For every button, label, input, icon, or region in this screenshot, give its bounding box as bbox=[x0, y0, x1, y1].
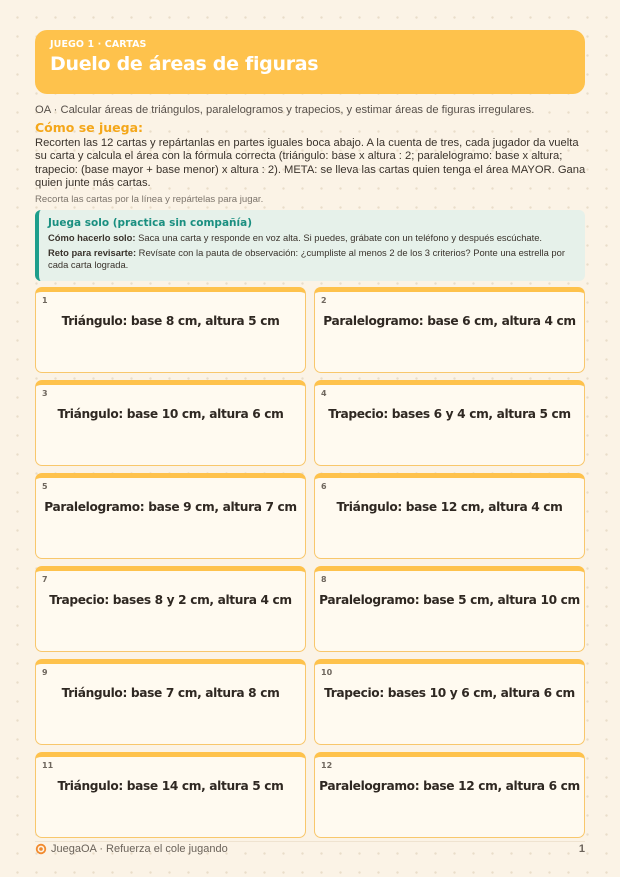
card-9 bbox=[35, 659, 306, 745]
card-text: Triángulo: base 14 cm, altura 5 cm bbox=[57, 779, 284, 793]
card-11 bbox=[35, 752, 306, 838]
card-number: 12 bbox=[321, 761, 333, 770]
card-number: 6 bbox=[321, 482, 327, 491]
card-text: Triángulo: base 8 cm, altura 5 cm bbox=[61, 314, 280, 328]
cut-note: Recorta las cartas por la línea y repártelas para jugar. bbox=[35, 194, 264, 205]
card-6 bbox=[314, 473, 585, 559]
how-to-play-heading: Cómo se juega: bbox=[35, 120, 144, 135]
card-12 bbox=[314, 752, 585, 838]
page-title: Duelo de áreas de figuras bbox=[50, 53, 319, 75]
card-number: 8 bbox=[321, 575, 327, 584]
card-text: Triángulo: base 7 cm, altura 8 cm bbox=[61, 686, 280, 700]
card-text: Trapecio: bases 6 y 4 cm, altura 5 cm bbox=[328, 407, 571, 421]
card-1 bbox=[35, 287, 306, 373]
card-text: Triángulo: base 10 cm, altura 6 cm bbox=[57, 407, 284, 421]
card-number: 9 bbox=[42, 668, 48, 677]
target-logo-icon bbox=[35, 843, 47, 855]
card-number: 2 bbox=[321, 296, 327, 305]
footer-brand: JuegaOA · Refuerza el cole jugando bbox=[51, 843, 228, 855]
solo-how-label: Cómo hacerlo solo: bbox=[48, 232, 136, 243]
card-number: 4 bbox=[321, 389, 327, 398]
card-4 bbox=[314, 380, 585, 466]
solo-check-text: Revísate con la pauta de observación: ¿cumpliste al menos 2 de los 3 criterios? Ponte una estrella por cada carta lograda. bbox=[48, 247, 565, 270]
card-text: Paralelogramo: base 6 cm, altura 4 cm bbox=[323, 314, 576, 328]
card-number: 1 bbox=[42, 296, 48, 305]
card-8 bbox=[314, 566, 585, 652]
card-3 bbox=[35, 380, 306, 466]
card-5 bbox=[35, 473, 306, 559]
solo-title: Juega solo (practica sin compañía) bbox=[48, 217, 252, 229]
footer-divider bbox=[35, 841, 585, 842]
game-kicker: JUEGO 1 · CARTAS bbox=[50, 39, 147, 50]
card-2 bbox=[314, 287, 585, 373]
solo-how-text: Saca una carta y responde en voz alta. Si puedes, grábate con un teléfono y después escúchate. bbox=[138, 232, 543, 243]
card-text: Trapecio: bases 10 y 6 cm, altura 6 cm bbox=[324, 686, 575, 700]
card-text: Triángulo: base 12 cm, altura 4 cm bbox=[336, 500, 563, 514]
card-number: 5 bbox=[42, 482, 48, 491]
rules-text: Recorten las 12 cartas y repártanlas en partes iguales boca abajo. A la cuenta de tres, cada jugador da vuelta su carta y calcula el área con la fórmula correcta (triángulo: base x altura : 2; paralelogramo: base x altura; trapecio: (base mayor + base menor) x altura : 2). META: se lleva las cartas quien tenga el área MAYOR. Gana quien junte más cartas. bbox=[35, 137, 586, 190]
card-10 bbox=[314, 659, 585, 745]
solo-check-line bbox=[48, 247, 575, 271]
card-number: 10 bbox=[321, 668, 333, 677]
card-text: Paralelogramo: base 9 cm, altura 7 cm bbox=[44, 500, 297, 514]
card-text: Paralelogramo: base 12 cm, altura 6 cm bbox=[319, 779, 580, 793]
solo-play-box bbox=[35, 210, 585, 281]
card-7 bbox=[35, 566, 306, 652]
page-number: 1 bbox=[578, 843, 585, 855]
learning-objective: OA · Calcular áreas de triángulos, paralelogramos y trapecios, y estimar áreas de figuras irregulares. bbox=[35, 104, 535, 116]
card-number: 3 bbox=[42, 389, 48, 398]
card-text: Trapecio: bases 8 y 2 cm, altura 4 cm bbox=[49, 593, 292, 607]
solo-how-line bbox=[48, 232, 575, 244]
card-number: 7 bbox=[42, 575, 48, 584]
card-number: 11 bbox=[42, 761, 54, 770]
card-text: Paralelogramo: base 5 cm, altura 10 cm bbox=[319, 593, 580, 607]
solo-check-label: Reto para revisarte: bbox=[48, 247, 137, 258]
header-banner bbox=[35, 30, 585, 94]
